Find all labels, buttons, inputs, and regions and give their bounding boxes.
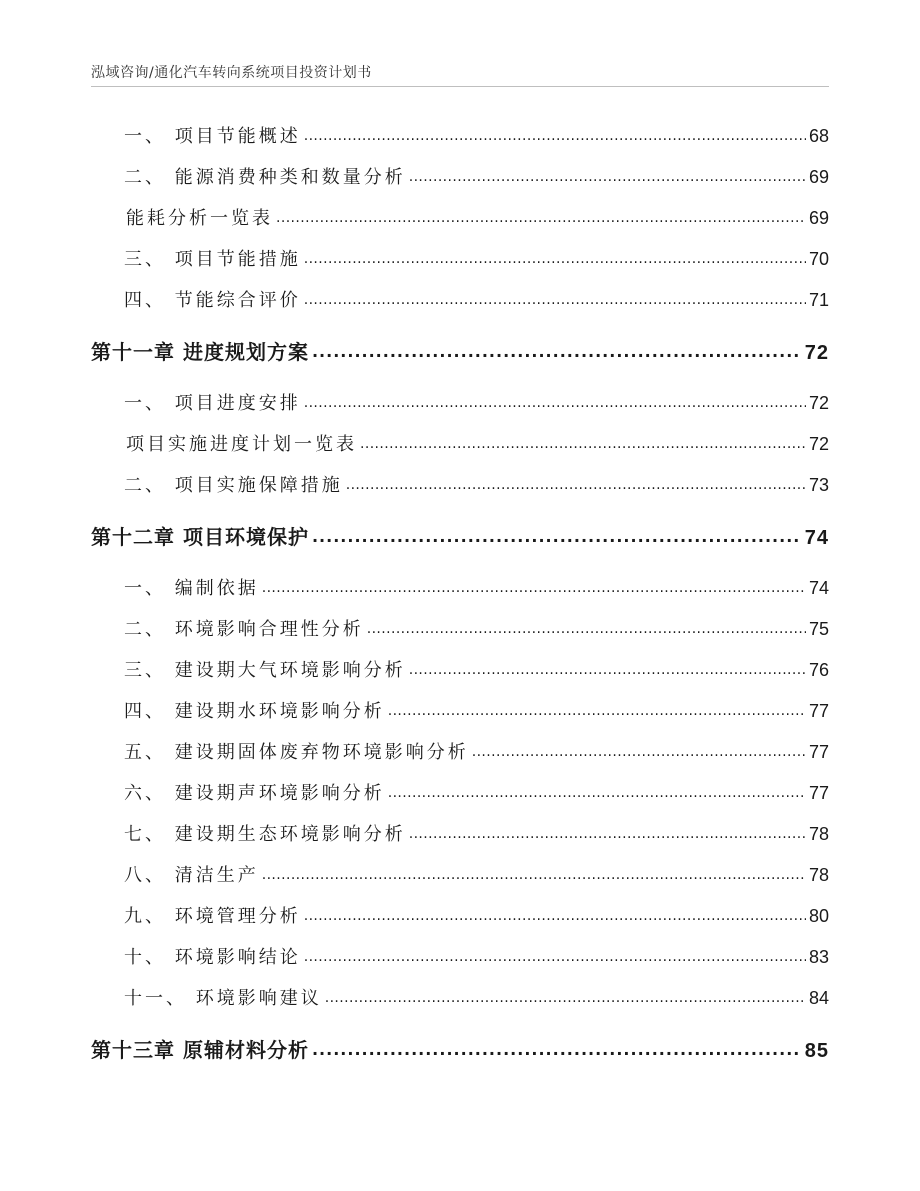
toc-entry-page: 84	[808, 988, 829, 1008]
toc-entry[interactable]	[124, 820, 829, 846]
toc-entry[interactable]	[124, 471, 829, 497]
toc-entry-label: 四、 节能综合评价	[124, 290, 301, 311]
toc-leader-dots	[472, 740, 806, 758]
toc-entry-page: 73	[808, 475, 829, 495]
page-header: 泓域咨询/通化汽车转向系统项目投资计划书	[91, 65, 372, 81]
toc-entry-label: 五、 建设期固体废弃物环境影响分析	[124, 742, 469, 763]
toc-entry[interactable]	[124, 389, 829, 415]
toc-entry-label: 二、 能源消费种类和数量分析	[124, 167, 406, 188]
toc-chapter-page: 74	[804, 527, 829, 549]
toc-leader-dots	[388, 699, 806, 717]
toc-entry-label: 三、 建设期大气环境影响分析	[124, 660, 406, 681]
toc-entry[interactable]	[124, 163, 829, 189]
toc-leader-dots	[409, 822, 806, 840]
toc-entry-label: 八、 清洁生产	[124, 865, 259, 886]
toc-entry-page: 80	[808, 906, 829, 926]
toc-chapter-page: 85	[804, 1040, 829, 1062]
toc-entry-label: 六、 建设期声环境影响分析	[124, 783, 385, 804]
toc-chapter-label: 第十三章 原辅材料分析	[91, 1038, 309, 1062]
toc-leader-dots	[304, 124, 806, 142]
toc-entry-label: 一、 项目进度安排	[124, 393, 301, 414]
toc-leader-dots	[304, 904, 806, 922]
toc-entry-page: 72	[808, 393, 829, 413]
toc-chapter-label: 第十二章 项目环境保护	[91, 525, 309, 549]
toc-entry-label: 九、 环境管理分析	[124, 906, 301, 927]
toc-leader-dots	[325, 986, 806, 1004]
toc-leader-dots	[312, 1037, 802, 1057]
toc-leader-dots	[409, 658, 806, 676]
toc-entry-page: 68	[808, 126, 829, 146]
toc-entry[interactable]	[124, 943, 829, 969]
toc-entry-page: 72	[808, 434, 829, 454]
toc-entry[interactable]	[124, 984, 829, 1010]
toc-entry-label: 十、 环境影响结论	[124, 947, 301, 968]
toc-entry-label: 二、 项目实施保障措施	[124, 475, 343, 496]
toc-leader-dots	[262, 576, 806, 594]
toc-leader-dots	[388, 781, 806, 799]
toc-entry-page: 69	[808, 167, 829, 187]
toc-entry-page: 77	[808, 742, 829, 762]
toc-entry-label: 一、 项目节能概述	[124, 126, 301, 147]
toc-entry-page: 70	[808, 249, 829, 269]
toc-entry[interactable]	[124, 738, 829, 764]
toc-leader-dots	[367, 617, 806, 635]
toc-leader-dots	[304, 391, 806, 409]
toc-entry[interactable]	[124, 902, 829, 928]
toc-entry[interactable]	[124, 779, 829, 805]
toc-leader-dots	[276, 206, 806, 224]
toc-entry-label: 七、 建设期生态环境影响分析	[124, 824, 406, 845]
toc-chapter-label: 第十一章 进度规划方案	[91, 340, 309, 364]
toc-entry-label: 一、 编制依据	[124, 578, 259, 599]
header-divider	[91, 86, 829, 87]
toc-leader-dots	[312, 339, 802, 359]
toc-entry-page: 75	[808, 619, 829, 639]
toc-entry[interactable]	[124, 245, 829, 271]
toc-entry-page: 83	[808, 947, 829, 967]
toc-entry-page: 78	[808, 865, 829, 885]
toc-entry-label: 三、 项目节能措施	[124, 249, 301, 270]
toc-entry-label: 四、 建设期水环境影响分析	[124, 701, 385, 722]
toc-leader-dots	[304, 945, 806, 963]
toc-entry-page: 69	[808, 208, 829, 228]
toc-chapter-entry[interactable]	[91, 521, 829, 550]
toc-chapter-entry[interactable]	[91, 336, 829, 365]
toc-entry-label: 项目实施进度计划一览表	[126, 434, 357, 455]
toc-leader-dots	[312, 524, 802, 544]
toc-entry-label: 二、 环境影响合理性分析	[124, 619, 364, 640]
toc-entry[interactable]	[124, 574, 829, 600]
toc-entry[interactable]	[124, 122, 829, 148]
toc-leader-dots	[304, 247, 806, 265]
toc-chapter-entry[interactable]	[91, 1034, 829, 1063]
toc-entry[interactable]	[124, 286, 829, 312]
toc-entry[interactable]	[124, 697, 829, 723]
toc-entry-page: 77	[808, 783, 829, 803]
toc-leader-dots	[262, 863, 806, 881]
toc-entry[interactable]	[124, 656, 829, 682]
toc-entry[interactable]	[124, 861, 829, 887]
toc-entry[interactable]	[126, 430, 829, 456]
toc-entry-page: 74	[808, 578, 829, 598]
toc-entry-page: 76	[808, 660, 829, 680]
toc-entry-page: 77	[808, 701, 829, 721]
toc-entry[interactable]	[124, 615, 829, 641]
toc-chapter-page: 72	[804, 342, 829, 364]
toc-entry-page: 78	[808, 824, 829, 844]
toc-leader-dots	[409, 165, 806, 183]
toc-entry-page: 71	[808, 290, 829, 310]
toc-leader-dots	[346, 473, 806, 491]
toc-entry-label: 能耗分析一览表	[126, 208, 273, 229]
toc-entry[interactable]	[126, 204, 829, 230]
toc-entry-label: 十一、 环境影响建议	[124, 988, 322, 1009]
toc-leader-dots	[304, 288, 806, 306]
toc-leader-dots	[360, 432, 806, 450]
